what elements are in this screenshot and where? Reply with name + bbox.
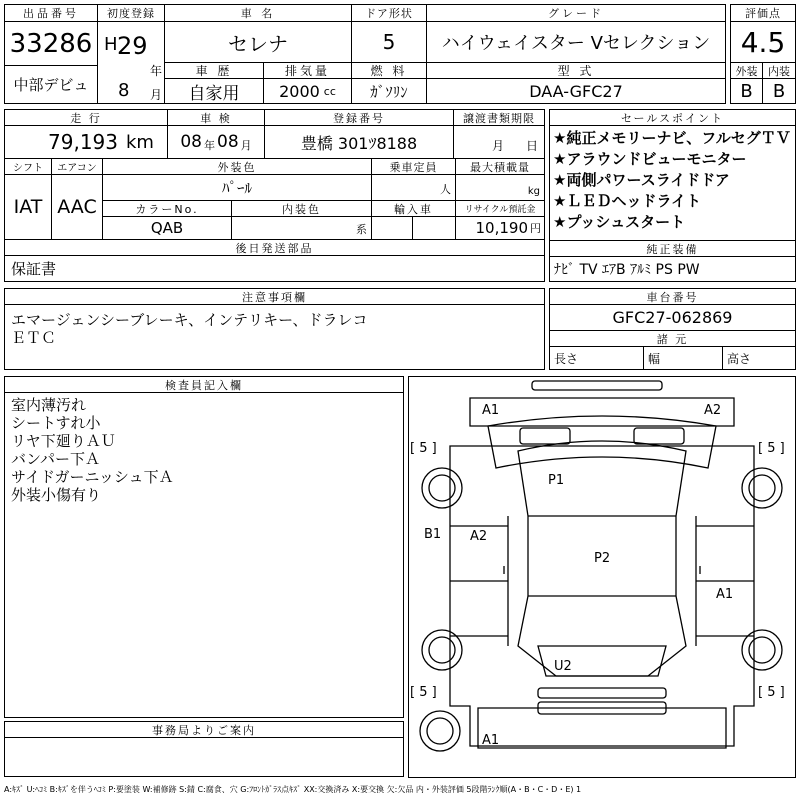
mileage-unit: km [126, 131, 154, 153]
reg-label: 登録番号 [264, 109, 454, 126]
notes-body [4, 304, 545, 370]
after-value: 保証書 [4, 255, 545, 282]
car-name-label: 車 名 [164, 4, 352, 22]
inspector-line: 外装小傷有り [11, 486, 102, 504]
year-unit: 年 [150, 64, 163, 78]
inspector-label: 検査員記入欄 [4, 376, 404, 393]
spare-wheel-inner [427, 718, 453, 744]
office-body [4, 737, 404, 777]
chassis-label: 車台番号 [549, 288, 796, 305]
debut-label: 中部デビュ [4, 65, 98, 104]
car-diagram [408, 376, 796, 778]
rear-bumper-upper [538, 688, 666, 698]
score: 4.5 [730, 21, 796, 63]
displacement-unit: cc [323, 84, 336, 98]
front-bumper-top [532, 381, 662, 390]
insp-year-unit: 年 [204, 139, 215, 152]
wheel-fr [742, 468, 782, 508]
mark-p1: P1 [548, 473, 565, 488]
transfer-month-unit: 月 [491, 139, 504, 153]
ac: AAC [51, 174, 103, 240]
interior-grade: B [762, 78, 796, 104]
ac-label: エアコン [51, 158, 103, 175]
insp-month: 08 [217, 132, 239, 152]
mark-p2: P2 [594, 551, 611, 566]
transfer-day-unit: 日 [525, 139, 538, 153]
mileage: 79,193 [48, 130, 118, 154]
reg-number: 豊橋 301ﾂ8188 [264, 125, 454, 159]
history: 自家用 [164, 78, 264, 104]
grade-label: グレード [426, 4, 726, 22]
model-code-label: 型 式 [426, 62, 726, 79]
exterior-label: 外装 [730, 62, 763, 79]
year: 29 [117, 32, 148, 60]
import-divider [412, 216, 413, 240]
sales-list [549, 125, 796, 241]
mileage-label: 走 行 [4, 109, 168, 126]
wheel-fl-inner [429, 475, 455, 501]
inspector-line: シートすれ小 [11, 414, 101, 432]
recycle-unit: 円 [530, 222, 541, 235]
import-cell [371, 216, 456, 240]
notes-line: エマージェンシーブレーキ、インテリキー、ドラレコ [11, 311, 368, 329]
spec-height: 高さ [722, 346, 796, 370]
spec-length: 長さ [549, 346, 644, 370]
sales-item: ★アラウンドビューモニター [553, 150, 747, 168]
import-label: 輸入車 [371, 200, 456, 217]
spare-wheel [420, 711, 460, 751]
int-color-unit: 系 [231, 216, 372, 240]
shift-label: シフト [4, 158, 52, 175]
ext-color-label: 外装色 [102, 158, 372, 175]
mark-b1: B1 [424, 527, 442, 542]
grade: ハイウェイスター Vセレクション [426, 21, 726, 63]
transfer-cell [453, 125, 545, 159]
notes-label: 注意事項欄 [4, 288, 545, 305]
tire-rr: [ 5 ] [758, 685, 785, 700]
history-label: 車 歴 [164, 62, 264, 79]
inspector-line: バンパー下Ａ [11, 450, 100, 468]
lot-label: 出品番号 [4, 4, 98, 22]
model-code: DAA-GFC27 [426, 78, 726, 104]
notes-line: ＥＴＣ [11, 329, 57, 347]
inspection-label: 車 検 [167, 109, 265, 126]
capacity-label: 乗車定員 [371, 158, 456, 175]
color-no-label: カラーNo. [102, 200, 232, 217]
inspector-line: 室内薄汚れ [11, 396, 87, 414]
exterior-grade: B [730, 78, 763, 104]
mark-a2-front: A2 [704, 403, 722, 418]
tire-rl: [ 5 ] [410, 685, 437, 700]
legend-footer: A:ｷｽﾞ U:ﾍｺﾐ B:ｷｽﾞを伴うﾍｺﾐ P:要塗装 W:補修跡 S:錆 C:腐食、穴 G:ﾌﾛﾝﾄｶﾞﾗｽ点ｷｽﾞ XX:交換済み X:要交換 欠:欠品 内・外装評価 5段階ﾗﾝｸ順(A・B・C・D・E) 1 [4, 785, 582, 794]
doors: 5 [351, 21, 427, 63]
sales-item: ★純正メモリーナビ、フルセグＴＶ [553, 129, 791, 147]
inspection-cell [167, 125, 265, 159]
insp-year: 08 [180, 132, 202, 152]
displacement: 2000 [279, 81, 320, 101]
mark-a1-front: A1 [482, 403, 500, 418]
mark-a2-left: A2 [470, 529, 488, 544]
shift: IAT [4, 174, 52, 240]
sales-item: ★プッシュスタート [553, 213, 686, 231]
month-unit: 月 [150, 88, 163, 102]
ext-color: ﾊﾟｰﾙ [102, 174, 372, 201]
wheel-rr [742, 630, 782, 670]
fuel: ｶﾞｿﾘﾝ [351, 78, 427, 104]
equip-label: 純正装備 [549, 240, 796, 257]
month: 8 [118, 80, 130, 101]
displacement-cell [263, 78, 352, 104]
front-vent-left [520, 428, 570, 444]
wheel-rr-inner [749, 637, 775, 663]
car-name: セレナ [164, 21, 352, 63]
transfer-label: 譲渡書類期限 [453, 109, 545, 126]
load-unit: kg [455, 174, 545, 201]
after-label: 後日発送部品 [4, 239, 545, 256]
int-color-label: 内装色 [231, 200, 372, 217]
wheel-rl [422, 630, 462, 670]
spec-width: 幅 [643, 346, 723, 370]
wheel-fr-inner [749, 475, 775, 501]
front-vent-right [634, 428, 684, 444]
wheel-fl [422, 468, 462, 508]
sales-item: ★ＬＥＤヘッドライト [553, 192, 701, 210]
displacement-label: 排気量 [263, 62, 352, 79]
inspector-line: リヤ下廻りＡＵ [11, 432, 116, 450]
sales-item: ★両側パワースライドドア [553, 171, 730, 189]
first-reg-label: 初度登録 [97, 4, 165, 22]
tire-fr: [ 5 ] [758, 441, 785, 456]
recycle-cell [455, 216, 545, 240]
chassis-number: GFC27-062869 [549, 304, 796, 331]
era: H [104, 34, 118, 55]
mark-a1-right: A1 [716, 587, 734, 602]
load-label: 最大積載量 [455, 158, 545, 175]
capacity-unit: 人 [371, 174, 456, 201]
front-bumper [470, 398, 734, 426]
door-label: ドア形状 [351, 4, 427, 22]
sales-label: セールスポイント [549, 109, 796, 126]
fuel-label: 燃 料 [351, 62, 427, 79]
inspector-line: サイドガーニッシュ下Ａ [11, 468, 174, 486]
tire-fl: [ 5 ] [410, 441, 437, 456]
insp-month-unit: 月 [240, 139, 252, 152]
color-no: QAB [102, 216, 232, 240]
spec-label: 諸 元 [549, 330, 796, 347]
lot-number: 33286 [4, 21, 98, 66]
office-label: 事務局よりご案内 [4, 721, 404, 738]
recycle-label: リサイクル預託金 [455, 200, 545, 217]
score-label: 評価点 [730, 4, 796, 22]
mileage-cell [4, 125, 168, 159]
equip: ﾅﾋﾞ TV ｴｱB ｱﾙﾐ PS PW [549, 256, 796, 282]
interior-label: 内装 [762, 62, 796, 79]
mark-a1-rear: A1 [482, 733, 500, 748]
recycle: 10,190 [475, 219, 528, 237]
wheel-rl-inner [429, 637, 455, 663]
inspector-body [4, 392, 404, 718]
mark-u2: U2 [554, 659, 572, 674]
hood-outline [488, 416, 716, 468]
